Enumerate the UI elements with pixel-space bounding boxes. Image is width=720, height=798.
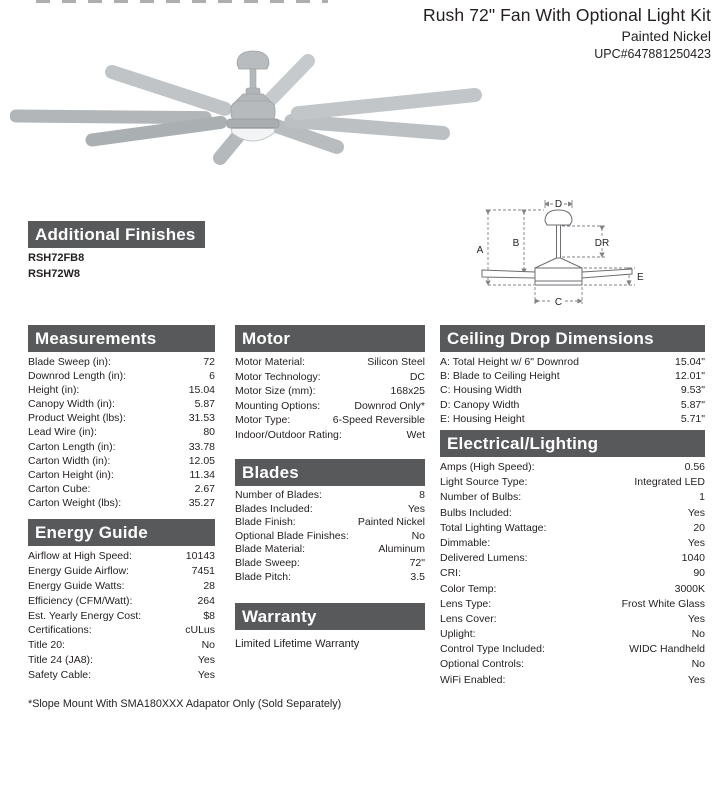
section-ceiling-drop xyxy=(440,325,705,426)
page-title: Rush 72" Fan With Optional Light Kit xyxy=(422,5,711,25)
spec-row xyxy=(235,530,425,544)
spec-row xyxy=(440,597,705,612)
spec-value: 168x25 xyxy=(390,385,425,397)
spec-row xyxy=(440,475,705,490)
spec-value: 6 xyxy=(209,370,215,383)
spec-value: 1040 xyxy=(681,552,705,565)
spec-label: Certifications: xyxy=(28,624,92,637)
diagram-label-a: A xyxy=(476,245,484,256)
slope-mount-footnote: *Slope Mount With SMA180XXX Adapator Only (Sold Separately) xyxy=(28,698,342,710)
spec-row xyxy=(235,571,425,585)
spec-row xyxy=(440,490,705,505)
spec-row xyxy=(440,566,705,581)
spec-row xyxy=(235,489,425,503)
spec-label: A: Total Height w/ 6" Downrod xyxy=(440,356,579,368)
spec-value: 2.67 xyxy=(194,482,215,495)
upc-code: UPC#647881250423 xyxy=(594,47,711,61)
spec-row xyxy=(235,370,425,385)
spec-label: Carton Length (in): xyxy=(28,440,116,453)
energy-guide-rows xyxy=(28,546,215,683)
spec-row xyxy=(235,413,425,428)
spec-label: Blade Finish: xyxy=(235,516,296,529)
section-measurements xyxy=(28,325,215,510)
ceiling-drop-diagram xyxy=(472,196,687,321)
diagram-label-c: C xyxy=(554,297,563,308)
spec-row xyxy=(28,355,215,369)
spec-label: Downrod Length (in): xyxy=(28,370,127,383)
section-blades-title: Blades xyxy=(235,459,425,486)
spec-label: Carton Height (in): xyxy=(28,468,114,481)
spec-value: No xyxy=(201,639,215,652)
spec-value: 80 xyxy=(203,426,215,439)
spec-row xyxy=(28,482,215,496)
spec-value: 3.5 xyxy=(410,570,425,583)
section-additional-finishes xyxy=(28,221,205,282)
spec-row xyxy=(235,543,425,557)
spec-value: Yes xyxy=(687,506,705,519)
spec-value: Yes xyxy=(687,612,705,625)
spec-value: 15.04 xyxy=(188,384,215,397)
spec-value: Yes xyxy=(407,502,425,515)
section-ceiling-drop-title: Ceiling Drop Dimensions xyxy=(440,325,705,352)
spec-label: Optional Blade Finishes: xyxy=(235,529,349,542)
spec-value: 11.34 xyxy=(189,468,215,481)
spec-label: Motor Technology: xyxy=(235,370,321,383)
electrical-lighting-rows xyxy=(440,457,705,688)
spec-row xyxy=(235,384,425,399)
spec-label: Blades Included: xyxy=(235,502,313,515)
spec-value: 6-Speed Reversible xyxy=(332,414,425,426)
spec-value: DC xyxy=(409,370,425,383)
spec-value: 8 xyxy=(419,489,425,501)
spec-value: Integrated LED xyxy=(634,476,705,489)
spec-row xyxy=(235,516,425,530)
spec-row xyxy=(235,503,425,517)
spec-label: Lens Type: xyxy=(440,597,492,610)
spec-label: Lead Wire (in): xyxy=(28,426,97,439)
spec-value: 28 xyxy=(203,579,215,592)
spec-label: Motor Material: xyxy=(235,356,306,368)
section-electrical-lighting xyxy=(440,430,705,688)
section-motor xyxy=(235,325,425,442)
spec-row xyxy=(440,673,705,688)
spec-label: Carton Weight (lbs): xyxy=(28,496,122,509)
spec-value: No xyxy=(691,658,705,671)
spec-value: 1 xyxy=(699,491,705,504)
spec-value: No xyxy=(691,628,705,641)
spec-value: 31.53 xyxy=(188,412,215,425)
product-fan-image xyxy=(10,40,490,220)
finish-code: RSH72FB8 xyxy=(28,252,85,264)
spec-value: Frost White Glass xyxy=(621,597,705,610)
spec-label: E: Housing Height xyxy=(440,412,525,425)
blades-rows xyxy=(235,486,425,584)
spec-row xyxy=(440,398,705,412)
spec-label: Delivered Lumens: xyxy=(440,552,528,565)
spec-value: Aluminum xyxy=(378,543,425,556)
section-blades xyxy=(235,459,425,584)
spec-value: 9.53" xyxy=(680,384,705,397)
spec-value: 7451 xyxy=(191,564,215,577)
spec-row xyxy=(440,536,705,551)
spec-label: Carton Cube: xyxy=(28,482,91,495)
spec-value: Wet xyxy=(406,428,425,441)
spec-value: 12.01" xyxy=(674,370,705,383)
spec-row xyxy=(440,506,705,521)
spec-value: $8 xyxy=(203,609,215,622)
spec-label: Height (in): xyxy=(28,384,80,397)
spec-row xyxy=(28,638,215,653)
section-measurements-title: Measurements xyxy=(28,325,215,352)
spec-row xyxy=(440,612,705,627)
spec-row xyxy=(28,549,215,564)
spec-value: 5.87 xyxy=(194,398,215,411)
spec-label: Efficiency (CFM/Watt): xyxy=(28,594,133,607)
section-warranty xyxy=(235,603,425,652)
ceiling-drop-rows xyxy=(440,352,705,426)
spec-value: 72" xyxy=(409,556,425,569)
spec-label: Bulbs Included: xyxy=(440,506,512,519)
spec-row xyxy=(28,454,215,468)
spec-row xyxy=(440,551,705,566)
spec-row xyxy=(28,564,215,579)
spec-label: Total Lighting Wattage: xyxy=(440,521,547,534)
spec-row xyxy=(440,627,705,642)
section-energy-guide-title: Energy Guide xyxy=(28,519,215,546)
spec-label: Product Weight (lbs): xyxy=(28,412,126,425)
spec-label: Blade Material: xyxy=(235,543,306,556)
spec-label: Motor Type: xyxy=(235,414,291,426)
spec-row xyxy=(440,383,705,397)
spec-value: 0.56 xyxy=(684,461,705,473)
spec-value: 3000K xyxy=(674,582,705,595)
spec-row xyxy=(440,355,705,369)
warranty-text: Limited Lifetime Warranty xyxy=(235,638,360,650)
spec-label: CRI: xyxy=(440,567,461,580)
spec-row xyxy=(440,582,705,597)
spec-value: Painted Nickel xyxy=(357,516,425,529)
spec-row xyxy=(28,369,215,383)
spec-value: 10143 xyxy=(185,550,215,562)
spec-label: Safety Cable: xyxy=(28,669,92,682)
spec-row xyxy=(235,355,425,370)
spec-row xyxy=(440,657,705,672)
spec-value: Yes xyxy=(687,673,705,686)
finish-name: Painted Nickel xyxy=(621,28,711,44)
spec-label: C: Housing Width xyxy=(440,384,522,397)
spec-row xyxy=(235,557,425,571)
spec-value: 35.27 xyxy=(188,496,215,509)
spec-row xyxy=(440,412,705,426)
spec-label: Light Source Type: xyxy=(440,476,528,489)
spec-row xyxy=(235,399,425,414)
spec-label: Carton Width (in): xyxy=(28,454,111,467)
spec-row xyxy=(28,411,215,425)
spec-row xyxy=(440,369,705,383)
spec-value: 90 xyxy=(693,567,705,580)
spec-value: 5.71" xyxy=(680,412,705,425)
diagram-label-b: B xyxy=(512,238,520,249)
spec-label: Optional Controls: xyxy=(440,658,525,671)
spec-row xyxy=(28,668,215,683)
section-electrical-lighting-title: Electrical/Lighting xyxy=(440,430,705,457)
spec-value: 20 xyxy=(693,521,705,534)
spec-row xyxy=(28,468,215,482)
spec-value: 12.05 xyxy=(188,454,215,467)
spec-label: Dimmable: xyxy=(440,536,491,549)
spec-row xyxy=(28,397,215,411)
spec-label: Blade Sweep: xyxy=(235,556,300,569)
spec-row xyxy=(28,653,215,668)
spec-label: Indoor/Outdoor Rating: xyxy=(235,428,342,441)
spec-label: Mounting Options: xyxy=(235,399,321,412)
spec-value: Silicon Steel xyxy=(367,356,425,368)
spec-row xyxy=(28,383,215,397)
diagram-label-e: E xyxy=(637,272,644,283)
fan-canopy-downrod xyxy=(237,51,269,95)
spec-row xyxy=(28,609,215,624)
spec-label: Color Temp: xyxy=(440,582,497,595)
spec-row xyxy=(28,425,215,439)
spec-label: Energy Guide Watts: xyxy=(28,579,125,592)
spec-label: Motor Size (mm): xyxy=(235,385,316,397)
spec-value: Yes xyxy=(197,669,215,682)
spec-label: Number of Blades: xyxy=(235,489,322,501)
spec-label: D: Canopy Width xyxy=(440,398,520,411)
spec-row xyxy=(28,579,215,594)
spec-label: WiFi Enabled: xyxy=(440,673,506,686)
spec-value: Yes xyxy=(687,536,705,549)
spec-value: cULus xyxy=(185,624,215,637)
spec-label: Control Type Included: xyxy=(440,643,545,656)
spec-value: 33.78 xyxy=(188,440,215,453)
spec-value: 264 xyxy=(197,594,215,607)
spec-label: Amps (High Speed): xyxy=(440,461,535,473)
spec-row xyxy=(28,594,215,609)
spec-label: Canopy Width (in): xyxy=(28,398,115,411)
spec-row xyxy=(440,521,705,536)
section-motor-title: Motor xyxy=(235,325,425,352)
spec-value: WIDC Handheld xyxy=(629,643,705,656)
spec-row xyxy=(28,496,215,510)
spec-value: Yes xyxy=(197,654,215,667)
spec-label: Airflow at High Speed: xyxy=(28,550,132,562)
section-energy-guide xyxy=(28,519,215,683)
spec-row xyxy=(440,642,705,657)
spec-label: Lens Cover: xyxy=(440,612,497,625)
spec-value: 5.87" xyxy=(680,398,705,411)
section-warranty-title: Warranty xyxy=(235,603,425,630)
measurements-rows xyxy=(28,352,215,510)
spec-row xyxy=(28,623,215,638)
section-additional-finishes-title: Additional Finishes xyxy=(28,221,205,248)
motor-rows xyxy=(235,352,425,442)
spec-label: Title 20: xyxy=(28,639,65,652)
diagram-label-dr: DR xyxy=(594,238,610,249)
spec-value: Downrod Only* xyxy=(354,399,425,412)
spec-label: Title 24 (JA8): xyxy=(28,654,93,667)
spec-label: Blade Pitch: xyxy=(235,570,292,583)
spec-label: B: Blade to Ceiling Height xyxy=(440,370,560,383)
diagram-label-d: D xyxy=(554,199,563,210)
spec-label: Energy Guide Airflow: xyxy=(28,564,129,577)
finish-code: RSH72W8 xyxy=(28,267,80,280)
spec-row xyxy=(440,460,705,475)
spec-row xyxy=(235,428,425,443)
spec-label: Number of Bulbs: xyxy=(440,491,522,504)
spec-label: Uplight: xyxy=(440,628,476,641)
spec-value: 72 xyxy=(203,356,215,368)
cropped-logo-fragment xyxy=(36,0,328,3)
spec-value: No xyxy=(411,529,425,542)
spec-label: Est. Yearly Energy Cost: xyxy=(28,609,142,622)
spec-label: Blade Sweep (in): xyxy=(28,356,111,368)
spec-value: 15.04" xyxy=(674,356,705,368)
spec-row xyxy=(28,440,215,454)
additional-finishes-list xyxy=(28,248,205,282)
